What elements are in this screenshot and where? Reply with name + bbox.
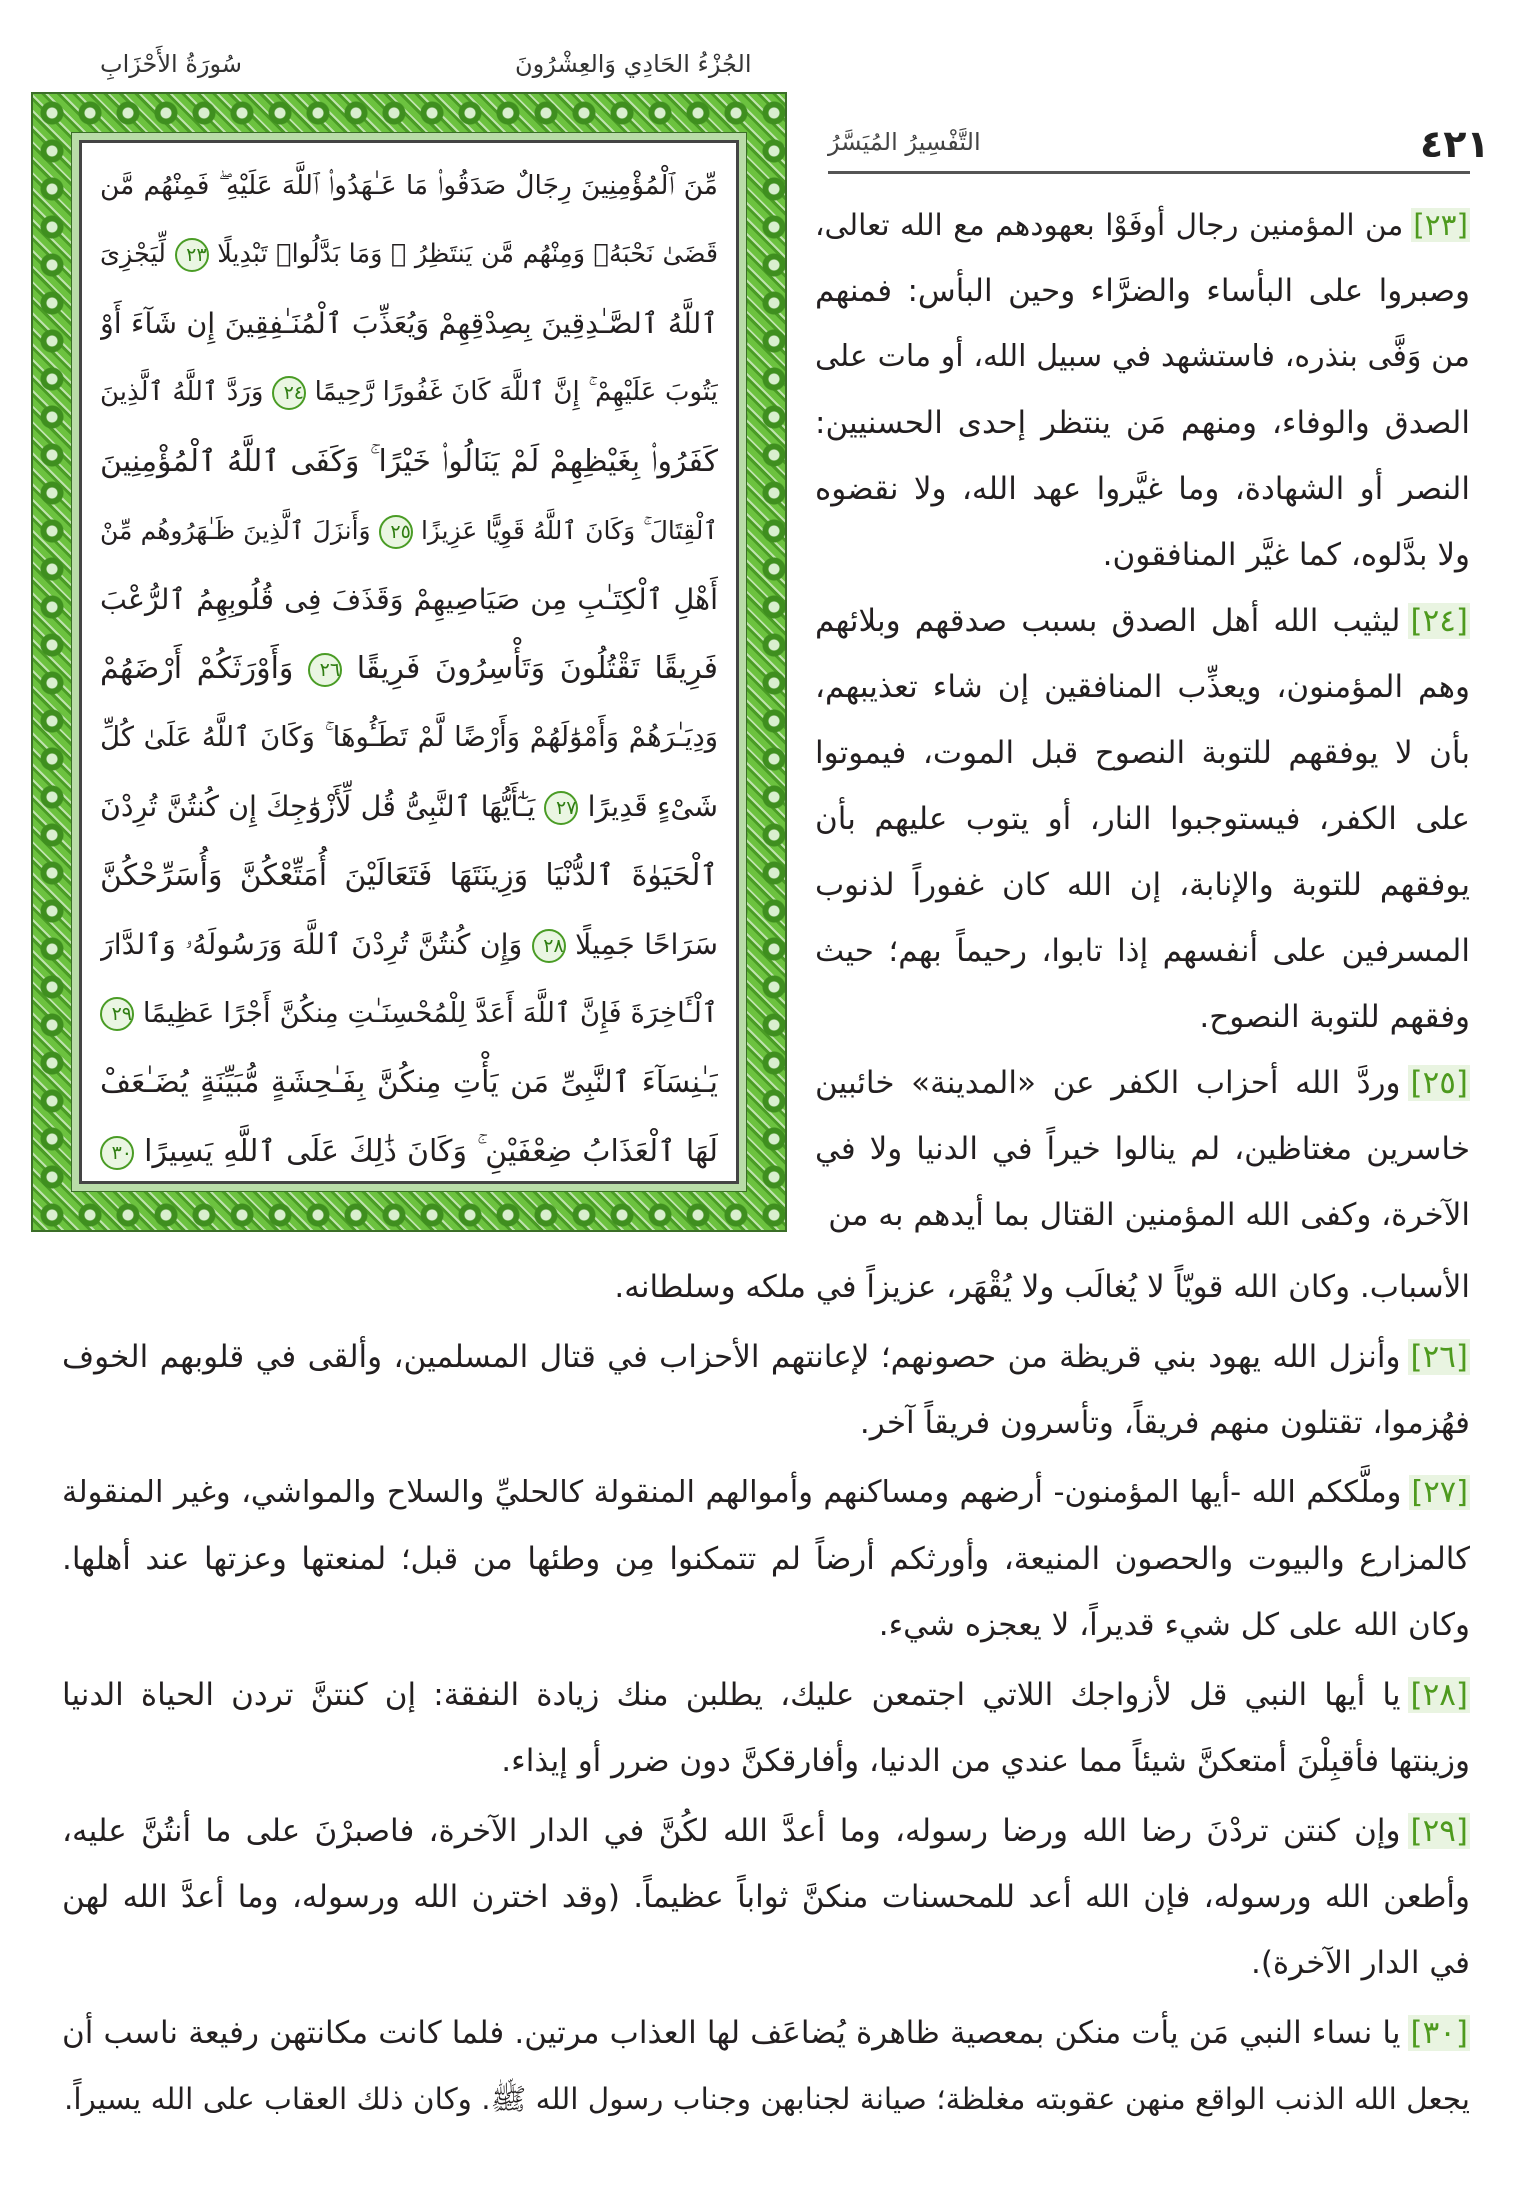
quran-text: يَتُوبَ عَلَيْهِمْ ۚ إِنَّ ٱللَّهَ كَانَ غَفُورًا رَّحِيمًا bbox=[314, 377, 718, 407]
quran-line bbox=[100, 841, 718, 910]
quran-text: وَإِن كُنتُنَّ تُرِدْنَ ٱللَّهَ وَرَسُولَهُۥ وَٱلدَّارَ bbox=[100, 928, 523, 961]
tafsir-paragraph bbox=[62, 2000, 1470, 2132]
tafsir-paragraph bbox=[815, 1050, 1470, 1248]
tafsir-paragraph bbox=[815, 588, 1470, 1050]
quran-text: وَأَنزَلَ ٱلَّذِينَ ظَـٰهَرُوهُم مِّنْ bbox=[100, 516, 371, 545]
tafsir-text: بأن لا يوفقهم للتوبة النصوح قبل الموت، فيموتوا bbox=[815, 735, 1470, 771]
quran-line bbox=[100, 703, 718, 772]
tafsir-line bbox=[815, 1050, 1470, 1116]
quran-text: يَـٰٓأَيُّهَا ٱلنَّبِىُّ قُل لِّأَزْوَٰجِكَ إِن كُنتُنَّ تُرِدْنَ bbox=[100, 790, 536, 823]
tafsir-line bbox=[815, 588, 1470, 654]
tafsir-full-width bbox=[62, 1254, 1470, 2132]
ayah-number-marker: ٣٠ bbox=[100, 1136, 134, 1170]
quran-text: ٱلْحَيَوٰةَ ٱلدُّنْيَا وَزِينَتَهَا فَتَعَالَيْنَ أُمَتِّعْكُنَّ وَأُسَرِّحْكُنَّ bbox=[100, 858, 718, 893]
tafsir-line bbox=[62, 1526, 1470, 1592]
tafsir-text: على الكفر، فيستوجبوا النار، أو يتوب عليهم بأن bbox=[815, 801, 1470, 837]
tafsir-text: وأطعن الله ورسوله، فإن الله أعد للمحسنات منكنَّ ثواباً عظيماً. (وقد اخترن الله ورسوله، وما أعدَّ الله لهن bbox=[62, 1879, 1470, 1915]
tafsir-line bbox=[815, 654, 1470, 720]
tafsir-text: المسرفين على أنفسهم إذا تابوا، رحيماً بهم؛ حيث bbox=[815, 933, 1470, 969]
tafsir-line bbox=[815, 918, 1470, 984]
tafsir-paragraph bbox=[62, 1324, 1470, 1456]
verse-number: [٢٦] bbox=[1410, 1339, 1468, 1375]
ayah-number-marker: ٢٤ bbox=[272, 376, 306, 410]
quran-text: فَرِيقًا تَقْتُلُونَ وَتَأْسِرُونَ فَرِيقًا bbox=[356, 651, 718, 686]
tafsir-text: وهم المؤمنون، ويعذِّب المنافقين إن شاء تعذيبهم، bbox=[815, 669, 1470, 705]
quran-line bbox=[100, 358, 718, 427]
tafsir-line bbox=[815, 390, 1470, 456]
tafsir-text: وأنزل الله يهود بني قريظة من حصونهم؛ لإعانتهم الأحزاب في قتال المسلمين، وألقى في قلوبهم الخوف bbox=[62, 1339, 1401, 1375]
tafsir-text: وردَّ الله أحزاب الكفر عن «المدينة» خائبين bbox=[815, 1065, 1401, 1101]
tafsir-text: وإن كنتن تردْنَ رضا الله ورضا رسوله، وما أعدَّ الله لكُنَّ في الدار الآخرة، فاصبرْنَ على ما أنتُنَّ عليه، bbox=[62, 1813, 1401, 1849]
quran-text: وَأَوْرَثَكُمْ أَرْضَهُمْ bbox=[100, 651, 294, 686]
tafsir-text: كالمزارع والبيوت والحصون المنيعة، وأورثكم أرضاً لم تتمكنوا مِن وطئها من قبل؛ لمنعتها وعزتها عند أهلها. bbox=[62, 1541, 1470, 1577]
tafsir-line bbox=[62, 1864, 1470, 1930]
quran-text: شَىْءٍ قَدِيرًا bbox=[587, 790, 718, 823]
tafsir-line bbox=[815, 324, 1470, 390]
tafsir-paragraph bbox=[815, 192, 1470, 588]
verse-number: [٢٩] bbox=[1410, 1813, 1468, 1849]
tafsir-text: فهُزموا، تقتلون منهم فريقاً، وتأسرون فريقاً آخر. bbox=[859, 1405, 1470, 1441]
tafsir-text: يا نساء النبي مَن يأت منكن بمعصية ظاهرة يُضاعَف لها العذاب مرتين. فلما كانت مكانتهن رفيعة ناسب أن bbox=[62, 2015, 1401, 2051]
frame-inner-band bbox=[71, 132, 747, 1192]
tafsir-paragraph bbox=[62, 1460, 1470, 1658]
tafsir-line bbox=[815, 522, 1470, 588]
quran-line bbox=[100, 151, 718, 220]
tafsir-line bbox=[62, 1798, 1470, 1864]
tafsir-line bbox=[815, 720, 1470, 786]
ayah-number-marker: ٢٣ bbox=[175, 238, 209, 272]
header-divider bbox=[828, 171, 1470, 174]
tafsir-text: من وَفَّى بنذره، فاستشهد في سبيل الله، أو مات على bbox=[815, 339, 1470, 374]
tafsir-text: ولا بدَّلوه، كما غيَّر المنافقون. bbox=[1102, 537, 1470, 573]
quran-text: مِّنَ ٱلْمُؤْمِنِينَ رِجَالٌ صَدَقُوا۟ مَا عَـٰهَدُوا۟ ٱللَّهَ عَلَيْهِ ۖ فَمِنْهُم مَّن bbox=[100, 170, 718, 201]
ayah-number-marker: ٢٩ bbox=[100, 997, 134, 1031]
quran-text: ٱلْقِتَالَ ۚ وَكَانَ ٱللَّهُ قَوِيًّا عَزِيزًا bbox=[420, 516, 718, 545]
tafsir-paragraph bbox=[62, 1798, 1470, 1996]
ayah-number-marker: ٢٧ bbox=[544, 791, 578, 825]
tafsir-line bbox=[62, 1930, 1470, 1996]
tafsir-line bbox=[62, 1662, 1470, 1728]
quran-text: سَرَاحًا جَمِيلًا bbox=[575, 928, 718, 961]
ayah-number-marker: ٢٥ bbox=[379, 515, 413, 549]
tafsir-title: التَّفْسِيرُ المُيَسَّرُ bbox=[828, 128, 981, 156]
tafsir-paragraph bbox=[62, 1254, 1470, 1320]
tafsir-line bbox=[62, 1728, 1470, 1794]
verse-number: [٢٨] bbox=[1410, 1677, 1468, 1713]
tafsir-line bbox=[815, 786, 1470, 852]
ayah-number-marker: ٢٦ bbox=[308, 653, 342, 687]
quran-text-box bbox=[79, 140, 739, 1184]
verse-number: [٣٠] bbox=[1410, 2015, 1468, 2051]
juz-name-header: الجُزْءُ الحَادِي وَالعِشْرُونَ bbox=[515, 50, 752, 78]
tafsir-text: النصر أو الشهادة، وما غيَّروا عهد الله، ولا نقضوه bbox=[815, 471, 1470, 507]
quran-ornamental-frame bbox=[31, 92, 787, 1232]
tafsir-line bbox=[62, 1254, 1470, 1320]
tafsir-text: يوفقهم للتوبة والإنابة، إن الله كان غفوراً لذنوب bbox=[815, 867, 1470, 903]
quran-line bbox=[100, 289, 718, 358]
quran-line bbox=[100, 220, 718, 289]
tafsir-line bbox=[815, 192, 1470, 258]
verse-number: [٢٤] bbox=[1410, 603, 1468, 639]
tafsir-line bbox=[815, 984, 1470, 1050]
tafsir-text: يا أيها النبي قل لأزواجك اللاتي اجتمعن عليك، يطلبن منك زيادة النفقة: إن كنتنَّ تردن الحياة الدنيا bbox=[62, 1677, 1401, 1713]
tafsir-line bbox=[815, 456, 1470, 522]
quran-line bbox=[100, 565, 718, 634]
quran-line bbox=[100, 979, 718, 1048]
tafsir-text: وصبروا على البأساء والضرَّاء وحين البأس: فمنهم bbox=[815, 273, 1470, 309]
quran-text: أَهْلِ ٱلْكِتَـٰبِ مِن صَيَاصِيهِمْ وَقَذَفَ فِى قُلُوبِهِمُ ٱلرُّعْبَ bbox=[100, 583, 718, 616]
tafsir-line bbox=[815, 1182, 1470, 1248]
quran-text: كَفَرُوا۟ بِغَيْظِهِمْ لَمْ يَنَالُوا۟ خَيْرًا ۚ وَكَفَى ٱللَّهُ ٱلْمُؤْمِنِينَ bbox=[100, 444, 718, 479]
tafsir-line bbox=[62, 2066, 1470, 2132]
quran-text: وَرَدَّ ٱللَّهُ ٱلَّذِينَ bbox=[100, 377, 264, 407]
surah-name-header: سُورَةُ الأَحْزَابِ bbox=[100, 50, 242, 78]
verse-number: [٢٣] bbox=[1413, 208, 1468, 242]
quran-line bbox=[100, 772, 718, 841]
tafsir-text: في الدار الآخرة). bbox=[1250, 1945, 1470, 1981]
ayah-number-marker: ٢٨ bbox=[532, 929, 566, 963]
quran-text: ٱلْـَٔاخِرَةَ فَإِنَّ ٱللَّهَ أَعَدَّ لِلْمُحْسِنَـٰتِ مِنكُنَّ أَجْرًا عَظِيمًا bbox=[142, 997, 718, 1029]
quran-line bbox=[100, 427, 718, 496]
quran-text: لِّيَجْزِىَ bbox=[100, 239, 166, 269]
verse-number: [٢٧] bbox=[1411, 1475, 1468, 1510]
tafsir-text: وكان الله على كل شيء قديراً، لا يعجزه شيء. bbox=[878, 1607, 1470, 1643]
tafsir-line bbox=[62, 2000, 1470, 2066]
tafsir-text: وملَّككم الله -أيها المؤمنون- أرضهم ومساكنهم وأموالهم المنقولة كالحليِّ والسلاح والمواشي، وغير المنقولة bbox=[62, 1475, 1402, 1510]
quran-line bbox=[100, 910, 718, 979]
tafsir-line bbox=[62, 1460, 1470, 1526]
tafsir-text: الآخرة، وكفى الله المؤمنين القتال بما أيدهم به من bbox=[828, 1197, 1470, 1233]
tafsir-text: وزينتها فأقبِلْنَ أمتعكنَّ شيئاً مما عندي من الدنيا، وأفارقكنَّ دون ضرر أو إيذاء. bbox=[501, 1743, 1470, 1779]
tafsir-text: ليثيب الله أهل الصدق بسبب صدقهم وبلائهم bbox=[815, 603, 1401, 639]
quran-line bbox=[100, 496, 718, 565]
quran-text: لَهَا ٱلْعَذَابُ ضِعْفَيْنِ ۚ وَكَانَ ذَٰلِكَ عَلَى ٱللَّهِ يَسِيرًا bbox=[144, 1134, 718, 1169]
quran-text: يَـٰنِسَآءَ ٱلنَّبِىِّ مَن يَأْتِ مِنكُنَّ بِفَـٰحِشَةٍ مُّبَيِّنَةٍ يُضَـٰعَفْ bbox=[100, 1065, 718, 1100]
tafsir-line bbox=[815, 258, 1470, 324]
tafsir-paragraph bbox=[62, 1662, 1470, 1794]
tafsir-line bbox=[815, 852, 1470, 918]
tafsir-text: يجعل الله الذنب الواقع منهن عقوبته مغلظة؛ صيانة لجنابهن وجناب رسول الله ﷺ. وكان ذلك العقاب على الله يسيراً. bbox=[63, 2082, 1470, 2116]
quran-text: قَضَىٰ نَحْبَهُۥ وَمِنْهُم مَّن يَنتَظِرُ ۖ وَمَا بَدَّلُوا۟ تَبْدِيلًا bbox=[217, 239, 718, 269]
tafsir-text: الأسباب. وكان الله قويّاً لا يُغالَب ولا يُقْهَر، عزيزاً في ملكه وسلطانه. bbox=[614, 1269, 1470, 1305]
page-number: ٤٢١ bbox=[1420, 122, 1490, 166]
tafsir-text: وفقهم للتوبة النصوح. bbox=[1199, 999, 1470, 1035]
tafsir-text: من المؤمنين رجال أوفَوْا بعهودهم مع الله تعالى، bbox=[815, 208, 1404, 242]
tafsir-line bbox=[815, 1116, 1470, 1182]
quran-line bbox=[100, 1117, 718, 1186]
quran-line bbox=[100, 1048, 718, 1117]
tafsir-text: الصدق والوفاء، ومنهم مَن ينتظر إحدى الحسنيين: bbox=[815, 405, 1470, 441]
quran-text: ٱللَّهُ ٱلصَّـٰدِقِينَ بِصِدْقِهِمْ وَيُعَذِّبَ ٱلْمُنَـٰفِقِينَ إِن شَآءَ أَوْ bbox=[100, 307, 718, 340]
tafsir-line bbox=[62, 1592, 1470, 1658]
quran-text: وَدِيَـٰرَهُمْ وَأَمْوَٰلَهُمْ وَأَرْضًا لَّمْ تَطَـُٔوهَا ۚ وَكَانَ ٱللَّهُ عَلَىٰ كُلِّ bbox=[100, 721, 718, 753]
tafsir-text: خاسرين مغتاظين، لم ينالوا خيراً في الدنيا ولا في bbox=[815, 1131, 1470, 1167]
verse-number: [٢٥] bbox=[1410, 1065, 1468, 1101]
tafsir-right-column bbox=[815, 192, 1470, 1248]
quran-line bbox=[100, 634, 718, 703]
tafsir-line bbox=[62, 1390, 1470, 1456]
tafsir-line bbox=[62, 1324, 1470, 1390]
